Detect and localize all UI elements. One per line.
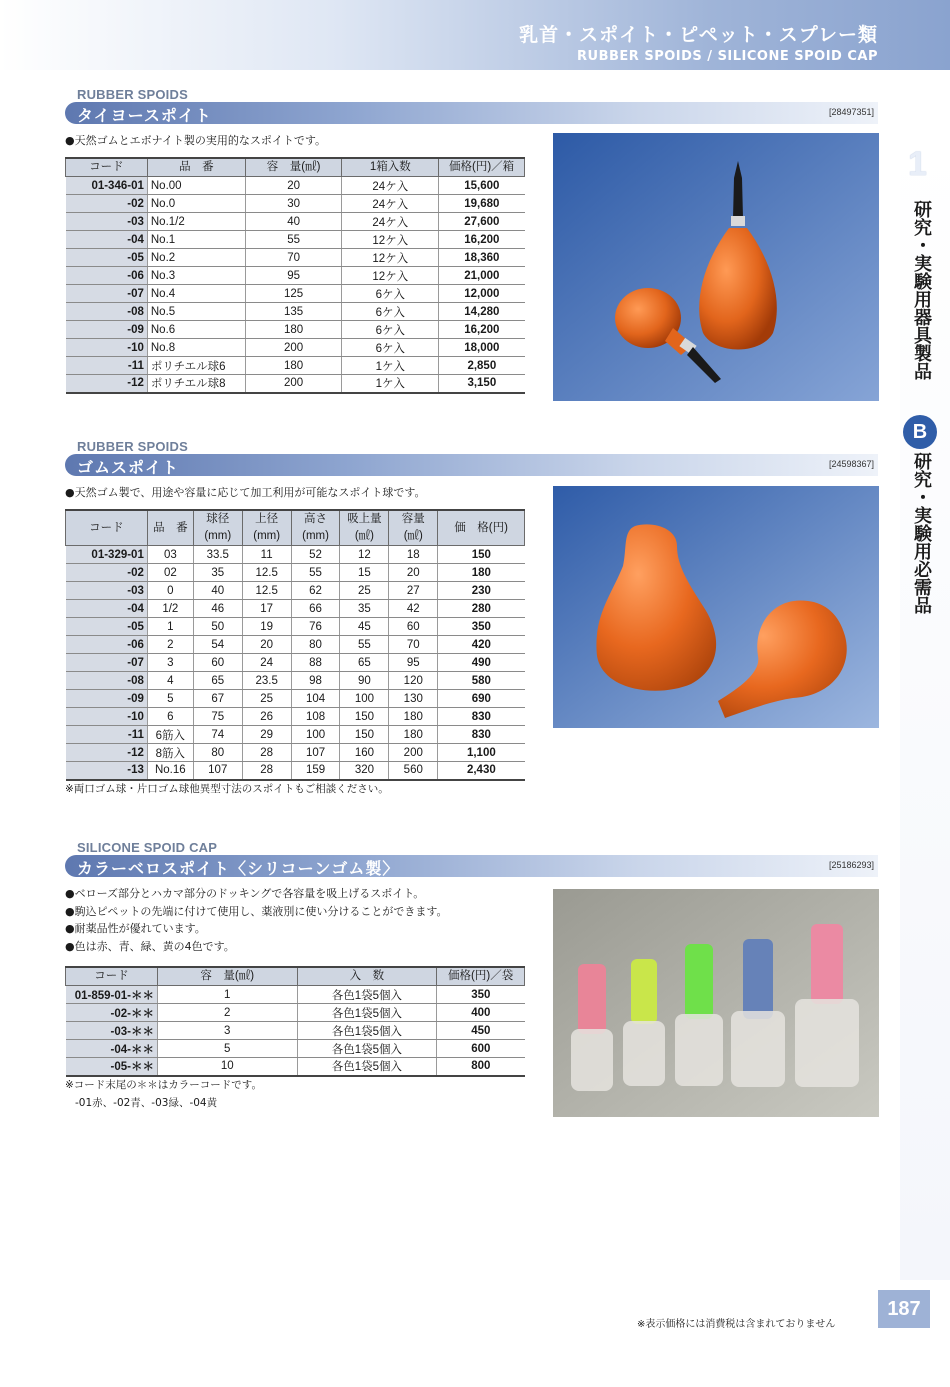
product-code: -09 [66,690,148,708]
table-row [66,357,525,375]
table-cell: 80 [193,744,242,762]
table-cell: 54 [193,636,242,654]
section1-table [65,157,525,394]
table-cell: 5 [157,1040,297,1058]
price-cell: 600 [437,1040,525,1058]
section3-footnotes [65,1077,262,1112]
table-cell: No.1 [147,231,245,249]
table-cell: 33.5 [193,546,242,564]
table-cell: 120 [389,672,438,690]
table-cell: 98 [291,672,340,690]
column-header: 上径 (mm) [242,510,291,546]
product-code: -03-＊＊ [66,1022,158,1040]
column-header: 球径 (mm) [193,510,242,546]
table-row [66,672,525,690]
table-row [66,582,525,600]
product-code: -09 [66,321,148,339]
section1-note: ●天然ゴムとエボナイト製の実用的なスポイトです。 [65,134,326,147]
table-cell: 各色1袋5個入 [297,1022,437,1040]
table-cell: 200 [245,339,342,357]
section1-en-title: RUBBER SPOIDS [77,87,188,102]
price-cell: 230 [438,582,525,600]
table-row [66,1058,525,1076]
product-code: -04 [66,600,148,618]
table-cell: 88 [291,654,340,672]
table-cell: 95 [389,654,438,672]
section3-note-1: ●ベローズ部分とハカマ部分のドッキングで各容量を吸上げるスポイト。 [65,887,425,900]
section3-notes [65,885,448,955]
table-cell: No.16 [147,762,193,780]
table-cell: 1/2 [147,600,193,618]
table-row [66,285,525,303]
table-cell: 6ケ入 [342,285,439,303]
column-header: 容 量(㎖) [157,967,297,986]
product-code: -05-＊＊ [66,1058,158,1076]
product-code: 01-329-01 [66,546,148,564]
table-cell: 30 [245,195,342,213]
section3-en-title: SILICONE SPOID CAP [77,840,218,855]
table-row [66,762,525,780]
table-cell: 25 [340,582,389,600]
table-cell: 80 [291,636,340,654]
table-cell: 160 [340,744,389,762]
table-row [66,1004,525,1022]
table-cell: 20 [245,177,342,195]
table-cell: 46 [193,600,242,618]
table-cell: 180 [245,321,342,339]
table-cell: 20 [242,636,291,654]
table-row [66,375,525,393]
product-code: -02-＊＊ [66,1004,158,1022]
table-cell: 200 [389,744,438,762]
table-cell: 6ケ入 [342,339,439,357]
product-code: -10 [66,708,148,726]
table-cell: 17 [242,600,291,618]
table-cell: 4 [147,672,193,690]
table-cell: 55 [291,564,340,582]
product-code: 01-859-01-＊＊ [66,986,158,1004]
product-code: -12 [66,744,148,762]
table-cell: 55 [340,636,389,654]
table-cell: 35 [193,564,242,582]
table-cell: 180 [389,708,438,726]
section2-footnote: ※両口ゴム球・片口ゴム球他異型寸法のスポイトもご相談ください。 [65,783,389,795]
product-code: -07 [66,285,148,303]
tax-note: ※表示価格には消費税は含まれておりません [637,1319,836,1330]
table-cell: 104 [291,690,340,708]
column-header: 品 番 [147,158,245,177]
price-cell: 450 [437,1022,525,1040]
price-cell: 12,000 [439,285,525,303]
side-tab-category1: 研究・実験用器具製品 [911,200,932,380]
section3-table [65,966,525,1077]
section3-note-4: ●色は赤、青、緑、黄の4色です。 [65,939,235,953]
table-row [66,177,525,195]
table-row [66,726,525,744]
section2-note: ●天然ゴム製で、用途や容量に応じて加工利用が可能なスポイト球です。 [65,486,426,499]
price-cell: 18,000 [439,339,525,357]
price-cell: 180 [438,564,525,582]
table-row [66,654,525,672]
table-row [66,986,525,1004]
column-header: 価格(円)／箱 [439,158,525,177]
product-code: -05 [66,249,148,267]
table-cell: 24 [242,654,291,672]
table-cell: 29 [242,726,291,744]
section2-title: ゴムスポイト [77,458,180,477]
table-cell: 02 [147,564,193,582]
table-cell: 12ケ入 [342,249,439,267]
table-cell: ポリチエル球6 [147,357,245,375]
product-code: -07 [66,654,148,672]
table-cell: 6ケ入 [342,303,439,321]
table-cell: No.2 [147,249,245,267]
table-cell: 76 [291,618,340,636]
table-cell: 1ケ入 [342,357,439,375]
price-cell: 2,850 [439,357,525,375]
table-row [66,267,525,285]
price-cell: 150 [438,546,525,564]
price-cell: 21,000 [439,267,525,285]
section3-footnote-2: -01赤、-02青、-03緑、-04黄 [75,1096,218,1109]
table-row [66,1022,525,1040]
price-cell: 350 [437,986,525,1004]
table-cell: 150 [340,726,389,744]
table-cell: ポリチエル球8 [147,375,245,393]
price-cell: 27,600 [439,213,525,231]
price-cell: 690 [438,690,525,708]
column-header: 入 数 [297,967,437,986]
table-cell: 60 [389,618,438,636]
price-cell: 16,200 [439,321,525,339]
table-cell: 60 [193,654,242,672]
table-cell: 23.5 [242,672,291,690]
table-cell: 159 [291,762,340,780]
product-code: -04 [66,231,148,249]
table-cell: No.6 [147,321,245,339]
price-cell: 830 [438,708,525,726]
table-cell: 6 [147,708,193,726]
table-cell: 12 [340,546,389,564]
section3-note-3: ●耐薬品性が優れています。 [65,922,206,935]
table-cell: 108 [291,708,340,726]
table-cell: 52 [291,546,340,564]
product-code: -05 [66,618,148,636]
table-cell: 95 [245,267,342,285]
column-header: コード [66,967,158,986]
price-cell: 420 [438,636,525,654]
table-cell: 0 [147,582,193,600]
table-row [66,339,525,357]
table-cell: 28 [242,762,291,780]
table-row [66,231,525,249]
price-cell: 18,360 [439,249,525,267]
table-cell: 1ケ入 [342,375,439,393]
section1-title: タイヨースポイト [77,106,212,125]
table-row [66,195,525,213]
table-cell: 2 [147,636,193,654]
table-cell: 62 [291,582,340,600]
table-row [66,636,525,654]
section3-footnote-1: ※コード末尾の＊＊はカラーコードです。 [65,1079,262,1091]
table-cell: 2 [157,1004,297,1022]
table-row [66,321,525,339]
table-row [66,564,525,582]
product-code: -03 [66,213,148,231]
table-row [66,600,525,618]
product-code: -08 [66,672,148,690]
product-code: -12 [66,375,148,393]
table-cell: No.3 [147,267,245,285]
table-cell: 12.5 [242,564,291,582]
product-code: -06 [66,267,148,285]
table-cell: 107 [291,744,340,762]
column-header: コード [66,158,148,177]
table-cell: 6ケ入 [342,321,439,339]
column-header: 品 番 [147,510,193,546]
table-cell: 75 [193,708,242,726]
table-cell: 65 [193,672,242,690]
table-cell: 70 [389,636,438,654]
product-code: -02 [66,195,148,213]
product-code: -13 [66,762,148,780]
column-header: 吸上量 (㎖) [340,510,389,546]
column-header: 高さ (mm) [291,510,340,546]
table-cell: 各色1袋5個入 [297,1040,437,1058]
section1-code: [28497351] [828,107,874,117]
table-cell: 各色1袋5個入 [297,1004,437,1022]
price-cell: 400 [437,1004,525,1022]
price-cell: 1,100 [438,744,525,762]
table-cell: 1 [157,986,297,1004]
table-cell: 67 [193,690,242,708]
table-cell: 90 [340,672,389,690]
table-cell: 8筋入 [147,744,193,762]
table-row [66,744,525,762]
table-cell: 28 [242,744,291,762]
section3-title: カラーベロスポイト〈シリコーンゴム製〉 [77,859,400,878]
table-cell: 40 [245,213,342,231]
product-code: -04-＊＊ [66,1040,158,1058]
column-header: 容 量(㎖) [245,158,342,177]
table-row [66,303,525,321]
table-cell: 24ケ入 [342,177,439,195]
table-row [66,708,525,726]
table-cell: 35 [340,600,389,618]
table-cell: 12ケ入 [342,231,439,249]
price-cell: 490 [438,654,525,672]
price-cell: 580 [438,672,525,690]
section2-en-title: RUBBER SPOIDS [77,439,188,454]
column-header: 容量 (㎖) [389,510,438,546]
table-cell: 26 [242,708,291,726]
section3-code: [25186293] [828,860,874,870]
table-cell: 15 [340,564,389,582]
product-code: 01-346-01 [66,177,148,195]
table-header-row [66,967,525,986]
table-cell: 27 [389,582,438,600]
side-tab-category2: 研究・実験用必需品 [911,452,932,614]
table-cell: 200 [245,375,342,393]
product-code: -02 [66,564,148,582]
table-cell: 66 [291,600,340,618]
price-cell: 16,200 [439,231,525,249]
table-cell: 107 [193,762,242,780]
table-cell: 50 [193,618,242,636]
column-header: 価格(円)／袋 [437,967,525,986]
table-row [66,690,525,708]
column-header: 1箱入数 [342,158,439,177]
table-cell: 10 [157,1058,297,1076]
product-code: -11 [66,357,148,375]
table-cell: 560 [389,762,438,780]
side-tab-number: 1 [908,145,927,183]
table-cell: 180 [245,357,342,375]
price-cell: 280 [438,600,525,618]
table-cell: 24ケ入 [342,213,439,231]
table-cell: 12.5 [242,582,291,600]
table-cell: 1 [147,618,193,636]
table-row [66,546,525,564]
price-cell: 2,430 [438,762,525,780]
table-row [66,249,525,267]
page-number: 187 [878,1290,930,1328]
price-cell: 14,280 [439,303,525,321]
color-bellows-spoid-photo [553,889,879,1117]
price-cell: 350 [438,618,525,636]
table-cell: 11 [242,546,291,564]
table-cell: 74 [193,726,242,744]
price-cell: 830 [438,726,525,744]
section1-title-bar [65,102,878,124]
table-cell: 130 [389,690,438,708]
table-cell: 180 [389,726,438,744]
table-cell: 03 [147,546,193,564]
table-cell: No.00 [147,177,245,195]
table-cell: 19 [242,618,291,636]
price-cell: 3,150 [439,375,525,393]
table-header-row [66,510,525,546]
price-cell: 19,680 [439,195,525,213]
section3-note-2: ●駒込ピペットの先端に付けて使用し、薬液別に使い分けることができます。 [65,904,448,918]
table-cell: No.0 [147,195,245,213]
table-cell: 5 [147,690,193,708]
product-code: -10 [66,339,148,357]
table-cell: 135 [245,303,342,321]
section3-title-bar [65,855,878,877]
table-cell: 150 [340,708,389,726]
section2-code: [24598367] [828,459,874,469]
table-cell: 20 [389,564,438,582]
table-row [66,1040,525,1058]
table-cell: 40 [193,582,242,600]
column-header: 価 格(円) [438,510,525,546]
table-cell: 25 [242,690,291,708]
table-cell: 6筋入 [147,726,193,744]
table-cell: 320 [340,762,389,780]
price-cell: 15,600 [439,177,525,195]
product-code: -06 [66,636,148,654]
table-cell: 100 [291,726,340,744]
table-cell: 24ケ入 [342,195,439,213]
table-cell: 3 [147,654,193,672]
table-cell: 100 [340,690,389,708]
table-cell: No.8 [147,339,245,357]
product-code: -11 [66,726,148,744]
table-cell: 55 [245,231,342,249]
page-title: 乳首・スポイト・ピペット・スプレー類 [519,24,878,46]
table-cell: No.4 [147,285,245,303]
table-cell: 18 [389,546,438,564]
rubber-spoid-photo [553,486,879,728]
table-cell: 12ケ入 [342,267,439,285]
table-cell: 45 [340,618,389,636]
table-cell: 125 [245,285,342,303]
table-cell: 各色1袋5個入 [297,986,437,1004]
table-row [66,618,525,636]
price-cell: 800 [437,1058,525,1076]
product-code: -03 [66,582,148,600]
column-header: コード [66,510,148,546]
taiyo-spoid-photo [553,133,879,401]
table-cell: No.1/2 [147,213,245,231]
table-cell: 各色1袋5個入 [297,1058,437,1076]
section2-title-bar [65,454,878,476]
table-cell: 70 [245,249,342,267]
page-subtitle: RUBBER SPOIDS / SILICONE SPOID CAP [577,49,878,64]
table-cell: 65 [340,654,389,672]
table-cell: 42 [389,600,438,618]
table-cell: No.5 [147,303,245,321]
product-code: -08 [66,303,148,321]
table-header-row [66,158,525,177]
section2-table [65,509,525,781]
side-tab-badge: B [903,415,937,449]
table-cell: 3 [157,1022,297,1040]
table-row [66,213,525,231]
